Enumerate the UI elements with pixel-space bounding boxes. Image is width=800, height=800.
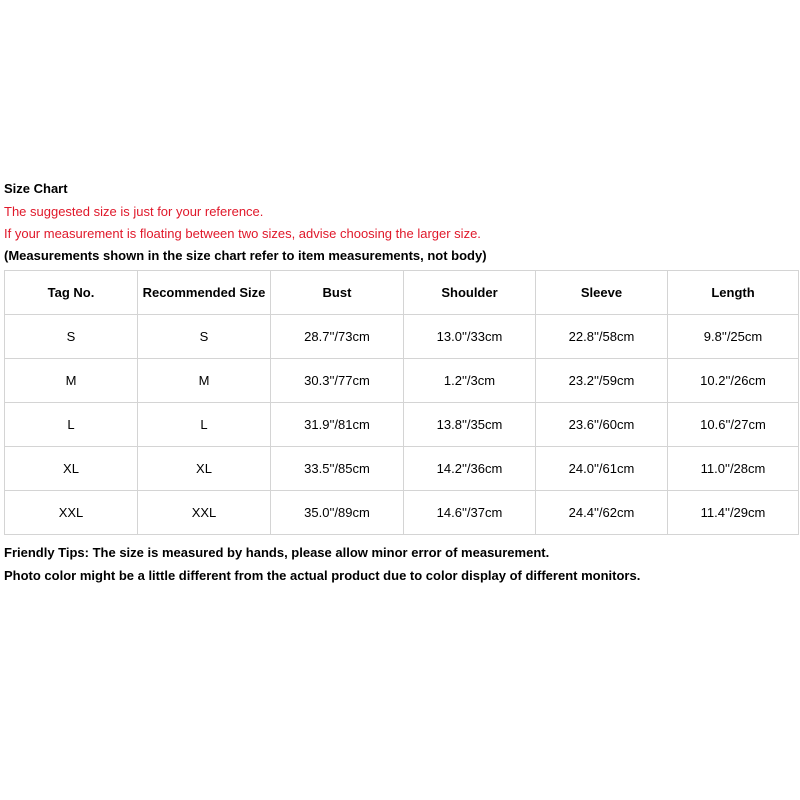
size-chart-title: Size Chart	[4, 181, 68, 196]
cell-bust: 30.3''/77cm	[271, 359, 404, 403]
cell-shoulder: 13.0''/33cm	[404, 315, 536, 359]
cell-recommended-size: XXL	[138, 491, 271, 535]
cell-recommended-size: L	[138, 403, 271, 447]
table-row	[5, 359, 799, 403]
cell-length: 11.0''/28cm	[668, 447, 799, 491]
cell-length: 10.6''/27cm	[668, 403, 799, 447]
cell-length: 10.2''/26cm	[668, 359, 799, 403]
cell-recommended-size: M	[138, 359, 271, 403]
measurement-note: (Measurements shown in the size chart refer to item measurements, not body)	[4, 248, 487, 263]
cell-shoulder: 14.2''/36cm	[404, 447, 536, 491]
cell-length: 11.4''/29cm	[668, 491, 799, 535]
header-length: Length	[668, 271, 799, 315]
table-row	[5, 447, 799, 491]
cell-bust: 35.0''/89cm	[271, 491, 404, 535]
cell-length: 9.8''/25cm	[668, 315, 799, 359]
header-shoulder: Shoulder	[404, 271, 536, 315]
cell-tag-no: XL	[5, 447, 138, 491]
cell-bust: 33.5''/85cm	[271, 447, 404, 491]
header-bust: Bust	[271, 271, 404, 315]
table-row	[5, 491, 799, 535]
reference-note: The suggested size is just for your reference.	[4, 204, 264, 219]
cell-bust: 31.9''/81cm	[271, 403, 404, 447]
cell-shoulder: 14.6''/37cm	[404, 491, 536, 535]
table-header-row	[5, 271, 799, 315]
header-tag-no: Tag No.	[5, 271, 138, 315]
table-row	[5, 315, 799, 359]
cell-shoulder: 13.8''/35cm	[404, 403, 536, 447]
cell-tag-no: L	[5, 403, 138, 447]
friendly-tips: Friendly Tips: The size is measured by hands, please allow minor error of measurement.	[4, 545, 550, 560]
cell-tag-no: M	[5, 359, 138, 403]
cell-tag-no: XXL	[5, 491, 138, 535]
table-row	[5, 403, 799, 447]
photo-color-note: Photo color might be a little different from the actual product due to color display of different monitors.	[4, 568, 641, 583]
cell-shoulder: 1.2''/3cm	[404, 359, 536, 403]
cell-sleeve: 24.0''/61cm	[536, 447, 668, 491]
cell-bust: 28.7''/73cm	[271, 315, 404, 359]
cell-tag-no: S	[5, 315, 138, 359]
cell-sleeve: 23.6''/60cm	[536, 403, 668, 447]
header-recommended-size: Recommended Size	[138, 271, 271, 315]
cell-sleeve: 24.4''/62cm	[536, 491, 668, 535]
cell-recommended-size: S	[138, 315, 271, 359]
cell-sleeve: 22.8''/58cm	[536, 315, 668, 359]
cell-recommended-size: XL	[138, 447, 271, 491]
sizing-advice-note: If your measurement is floating between two sizes, advise choosing the larger size.	[4, 226, 481, 241]
size-table	[4, 270, 799, 535]
cell-sleeve: 23.2''/59cm	[536, 359, 668, 403]
header-sleeve: Sleeve	[536, 271, 668, 315]
